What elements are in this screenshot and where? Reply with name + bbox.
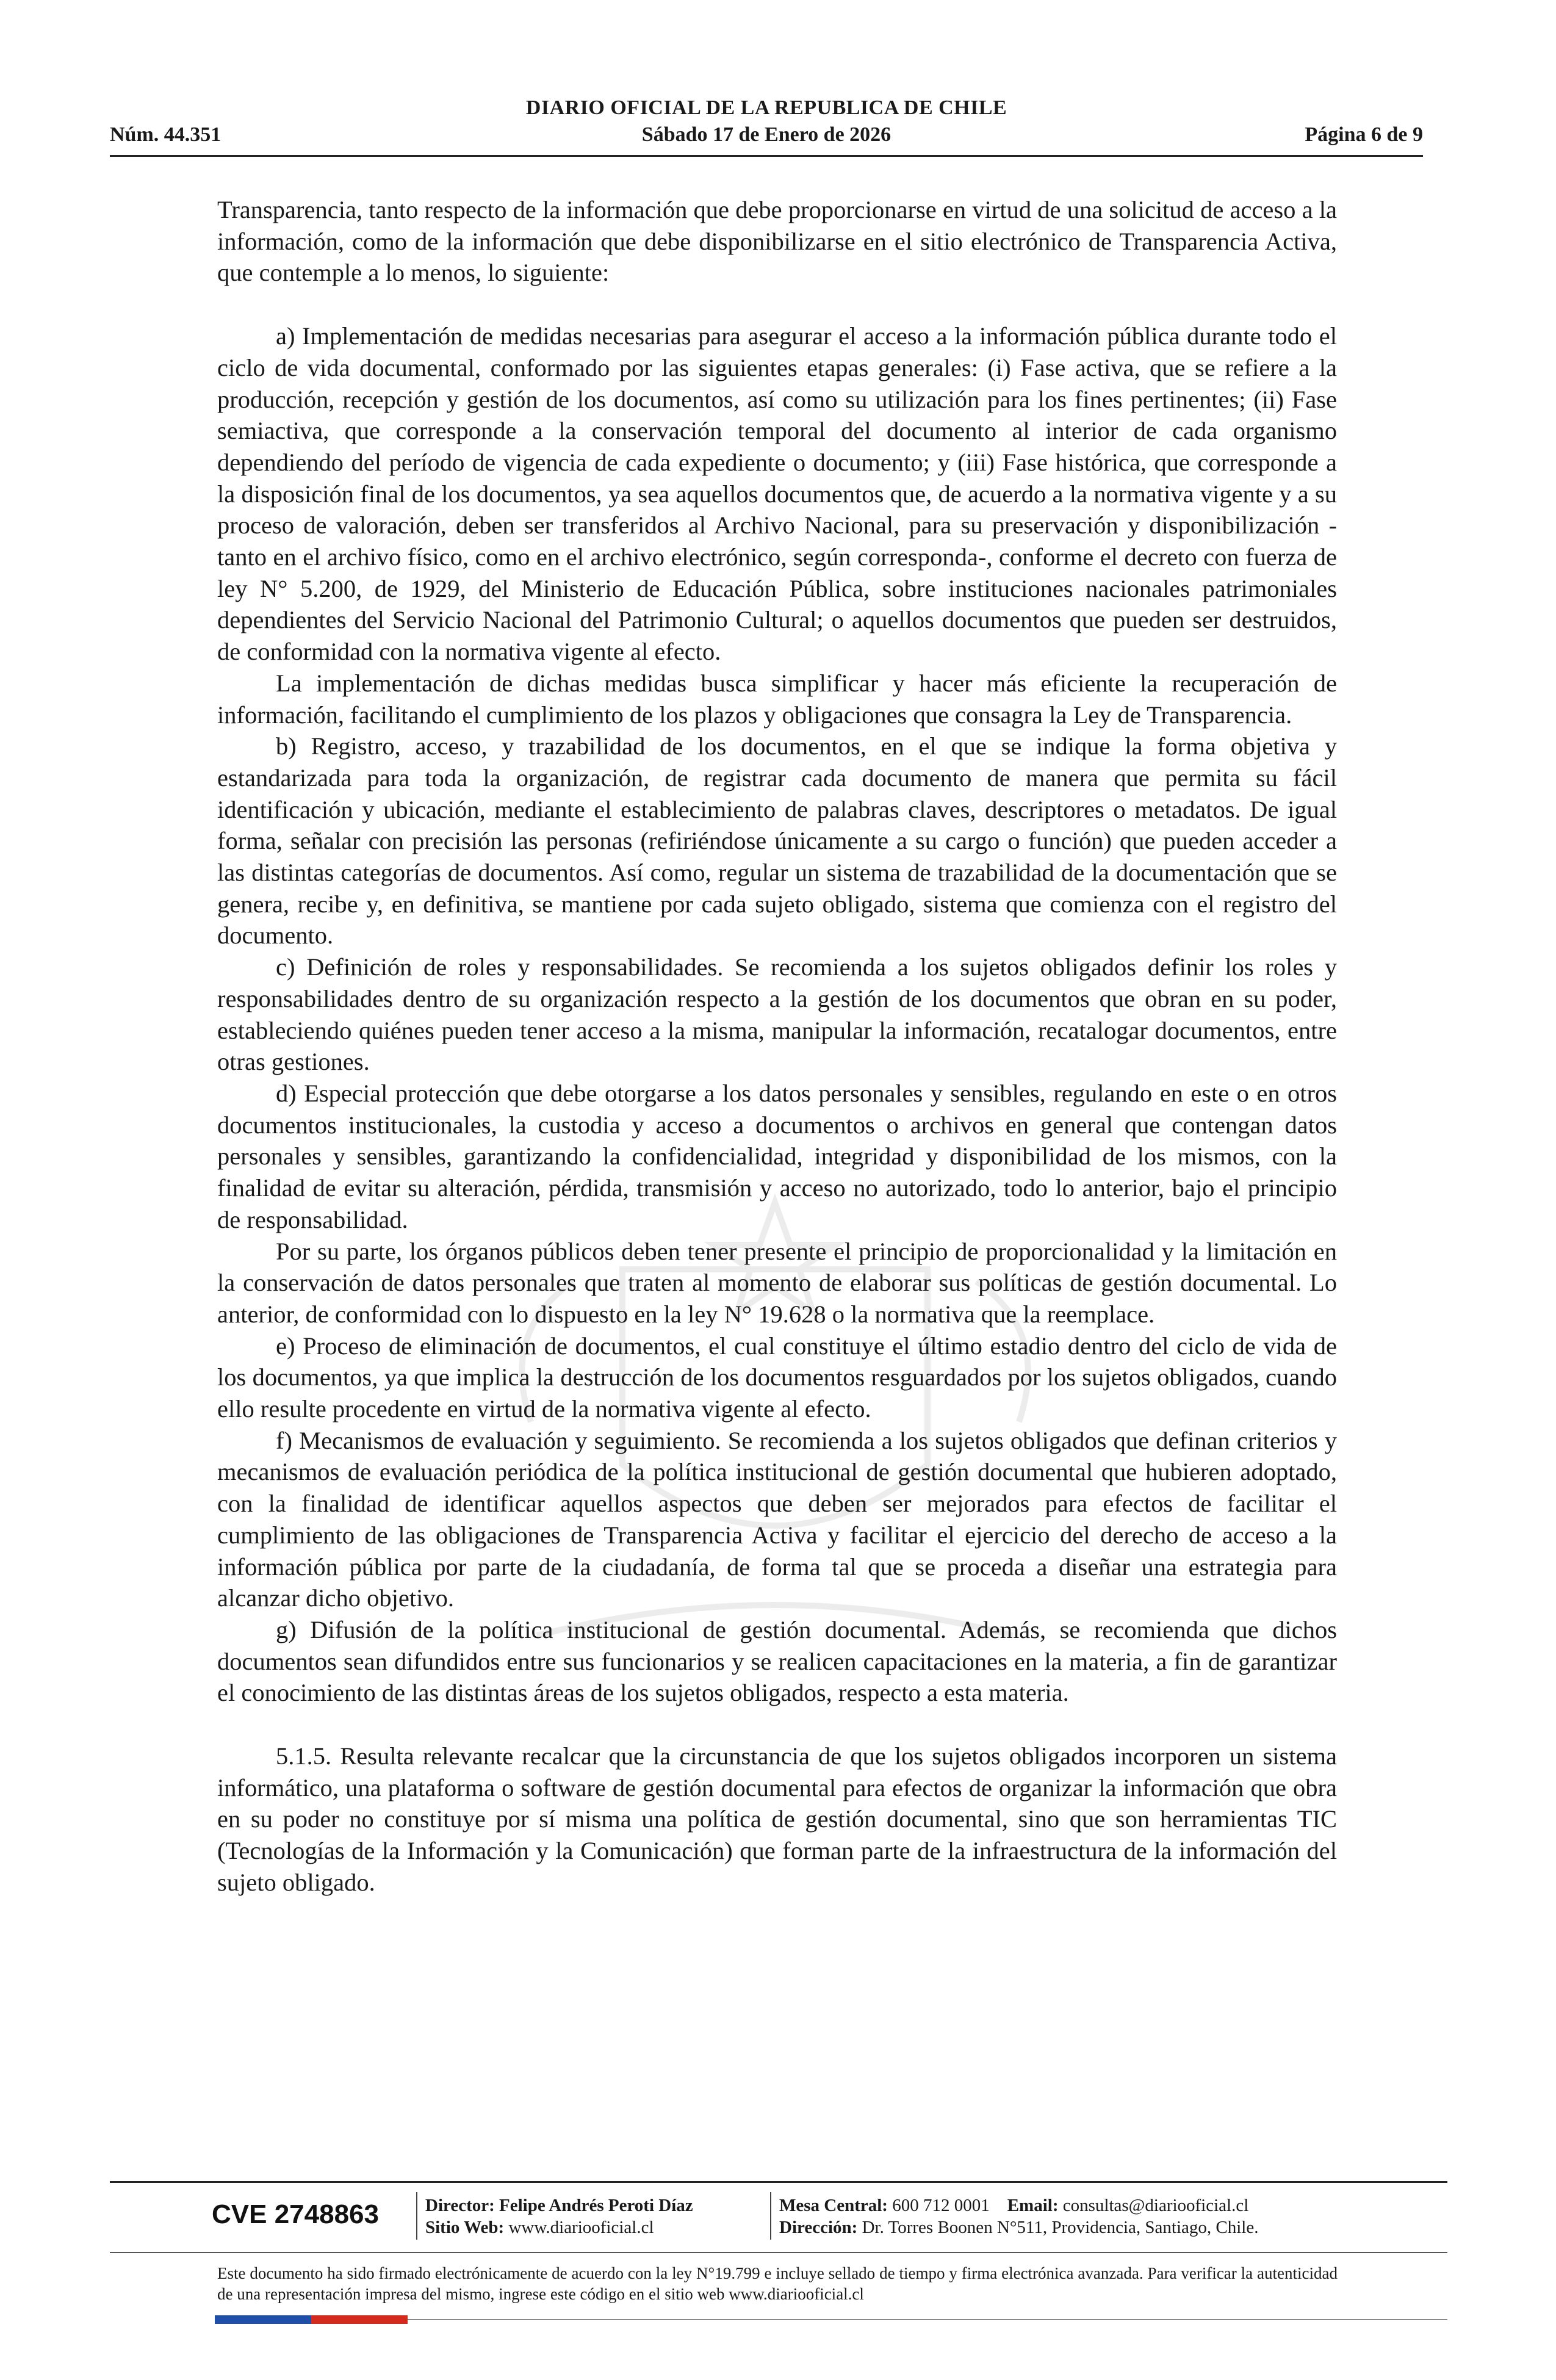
paragraph-item-a-note: La implementación de dichas medidas busca simplificar y hacer más eficiente la recuperación de información, facilitando el cumplimiento de los plazos y obligaciones que consagra la Ley de Transparencia. xyxy=(217,669,1337,729)
cve-code: CVE 2748863 xyxy=(212,2199,379,2229)
contact-line xyxy=(779,2194,1258,2216)
phone-value: 600 712 0001 xyxy=(892,2196,990,2215)
paragraph-item-a: a) Implementación de medidas necesarias para asegurar el acceso a la información pública durante todo el ciclo de vida documental, conformado por las siguientes etapas generales: (i) Fase activa, que se refiere a la producción, recepción y gestión de los documentos, así como su utilización para los fines pertinentes; (ii) Fase semiactiva, que corresponde a la conservación temporal del documento al interior de cada organismo dependiendo del período de vigencia de cada expediente o documento; y (iii) Fase histórica, que corresponde a la disposición final de los documentos, ya sea aquellos documentos que, de acuerdo a la normativa vigente y a su proceso de valoración, deben ser transferidos al Archivo Nacional, para su preservación y disponibilización -tanto en el archivo físico, como en el archivo electrónico, según corresponda-, conforme el decreto con fuerza de ley N° 5.200, de 1929, del Ministerio de Educación Pública, sobre instituciones nacionales patrimoniales dependientes del Servicio Nacional del Patrimonio Cultural; o aquellos documentos que pueden ser destruidos, de conformidad con la normativa vigente al efecto. xyxy=(217,322,1337,666)
footer-divider-top xyxy=(110,2181,1447,2183)
director-label: Director: xyxy=(425,2196,495,2215)
footer-contact-block xyxy=(779,2194,1258,2238)
address-label: Dirección: xyxy=(779,2218,858,2237)
flag-red-segment xyxy=(311,2315,408,2324)
director-line xyxy=(425,2194,693,2216)
footer-divider-middle xyxy=(110,2252,1447,2253)
director-name: Felipe Andrés Peroti Díaz xyxy=(499,2196,693,2215)
issue-date: Sábado 17 de Enero de 2026 xyxy=(641,123,891,146)
address-line xyxy=(779,2216,1258,2238)
paragraph-item-d-note: Por su parte, los órganos públicos deben tener presente el principio de proporcionalidad y la limitación en la conservación de datos personales que traten al momento de elaborar sus políticas de gestión documental. Lo anterior, de conformidad con lo dispuesto en la ley N° 19.628 o la normativa que la reemplace. xyxy=(217,1237,1337,1328)
issue-number: Núm. 44.351 xyxy=(110,123,222,146)
email-link[interactable]: consultas@diariooficial.cl xyxy=(1062,2196,1249,2215)
website-link[interactable]: www.diariooficial.cl xyxy=(508,2218,654,2237)
footer-separator xyxy=(416,2192,417,2240)
address-value: Dr. Torres Boonen N°511, Providencia, Santiago, Chile. xyxy=(862,2218,1259,2237)
footer-director-block xyxy=(425,2194,693,2238)
chile-flag-stripe xyxy=(215,2315,408,2324)
paragraph-intro: Transparencia, tanto respecto de la información que debe proporcionarse en virtud de una solicitud de acceso a la información, como de la información que debe disponibilizarse en el sitio electrónico de Transparencia Activa, que contemple a lo menos, lo siguiente: xyxy=(217,196,1337,287)
page-number: Página 6 de 9 xyxy=(1305,123,1423,146)
paragraph-item-g: g) Difusión de la política institucional de gestión documental. Además, se recomienda que dichos documentos sean difundidos entre sus funcionarios y se realicen capacitaciones en la materia, a fin de garantizar el conocimiento de las distintas áreas de los sujetos obligados, respecto a esta materia. xyxy=(217,1615,1337,1707)
paragraph-item-f: f) Mecanismos de evaluación y seguimiento. Se recomienda a los sujetos obligados que definan criterios y mecanismos de evaluación periódica de la política institucional de gestión documental que hubieren adoptado, con la finalidad de identificar aquellos aspectos que deben ser mejorados para efectos de facilitar el cumplimiento de las obligaciones de Transparencia Activa y facilitar el ejercicio del derecho de acceso a la información pública por parte de la ciudadanía, de forma tal que se proceda a diseñar una estrategia para alcanzar dicho objetivo. xyxy=(217,1426,1337,1612)
paragraph-item-e: e) Proceso de eliminación de documentos, el cual constituye el último estadio dentro del ciclo de vida de los documentos, ya que implica la destrucción de los documentos resguardados por los sujetos obligados, cuando ello resulte procedente en virtud de la normativa vigente al efecto. xyxy=(217,1332,1337,1423)
footer-divider-bottom xyxy=(408,2319,1447,2320)
document-body xyxy=(217,194,1337,1899)
flag-blue-segment xyxy=(215,2315,311,2324)
paragraph-item-b: b) Registro, acceso, y trazabilidad de los documentos, en el que se indique la forma objetiva y estandarizada para toda la organización, de registrar cada documento de manera que permita su fácil identificación y ubicación, mediante el establecimiento de palabras claves, descriptores o metadatos. De igual forma, señalar con precisión las personas (refiriéndose únicamente a su cargo o función) que pueden acceder a las distintas categorías de documentos. Así como, regular un sistema de trazabilidad de la documentación que se genera, recibe y, en definitiva, se mantiene por cada sujeto obligado, sistema que comienza con el registro del documento. xyxy=(217,732,1337,950)
paragraph-item-c: c) Definición de roles y responsabilidades. Se recomienda a los sujetos obligados definir los roles y responsabilidades dentro de su organización respecto a la gestión de los documentos que obran en su poder, estableciendo quiénes pueden tener acceso a la misma, manipular la información, recatalogar documentos, entre otras gestiones. xyxy=(217,953,1337,1076)
paragraph-item-d: d) Especial protección que debe otorgarse a los datos personales y sensibles, regulando en este o en otros documentos institucionales, la custodia y acceso a documentos o archivos en general que contengan datos personales y sensibles, garantizando la confidencialidad, integridad y disponibilidad de los mismos, con la finalidad de evitar su alteración, pérdida, transmisión y acceso no autorizado, todo lo anterior, bajo el principio de responsabilidad. xyxy=(217,1079,1337,1233)
paragraph-5-1-5: 5.1.5. Resulta relevante recalcar que la circunstancia de que los sujetos obligados incorporen un sistema informático, una plataforma o software de gestión documental para efectos de organizar la información que obra en su poder no constituye por sí misma una política de gestión documental, sino que son herramientas TIC (Tecnologías de la Información y la Comunicación) que forman parte de la infraestructura de la información del sujeto obligado. xyxy=(217,1742,1337,1896)
website-label: Sitio Web: xyxy=(425,2218,505,2237)
phone-label: Mesa Central: xyxy=(779,2196,888,2215)
page-header xyxy=(110,93,1423,157)
website-line xyxy=(425,2216,693,2238)
newspaper-title: DIARIO OFICIAL DE LA REPUBLICA DE CHILE xyxy=(525,96,1007,119)
footer-separator xyxy=(770,2192,771,2240)
electronic-signature-notice: Este documento ha sido firmado electrónicamente de acuerdo con la ley N°19.799 e incluye sellado de tiempo y firma electrónica avanzada. Para verificar la autenticidad de una representación impresa del mismo, ingrese este código en el sitio web www.diariooficial.cl xyxy=(217,2264,1338,2303)
email-label: Email: xyxy=(1007,2196,1059,2215)
